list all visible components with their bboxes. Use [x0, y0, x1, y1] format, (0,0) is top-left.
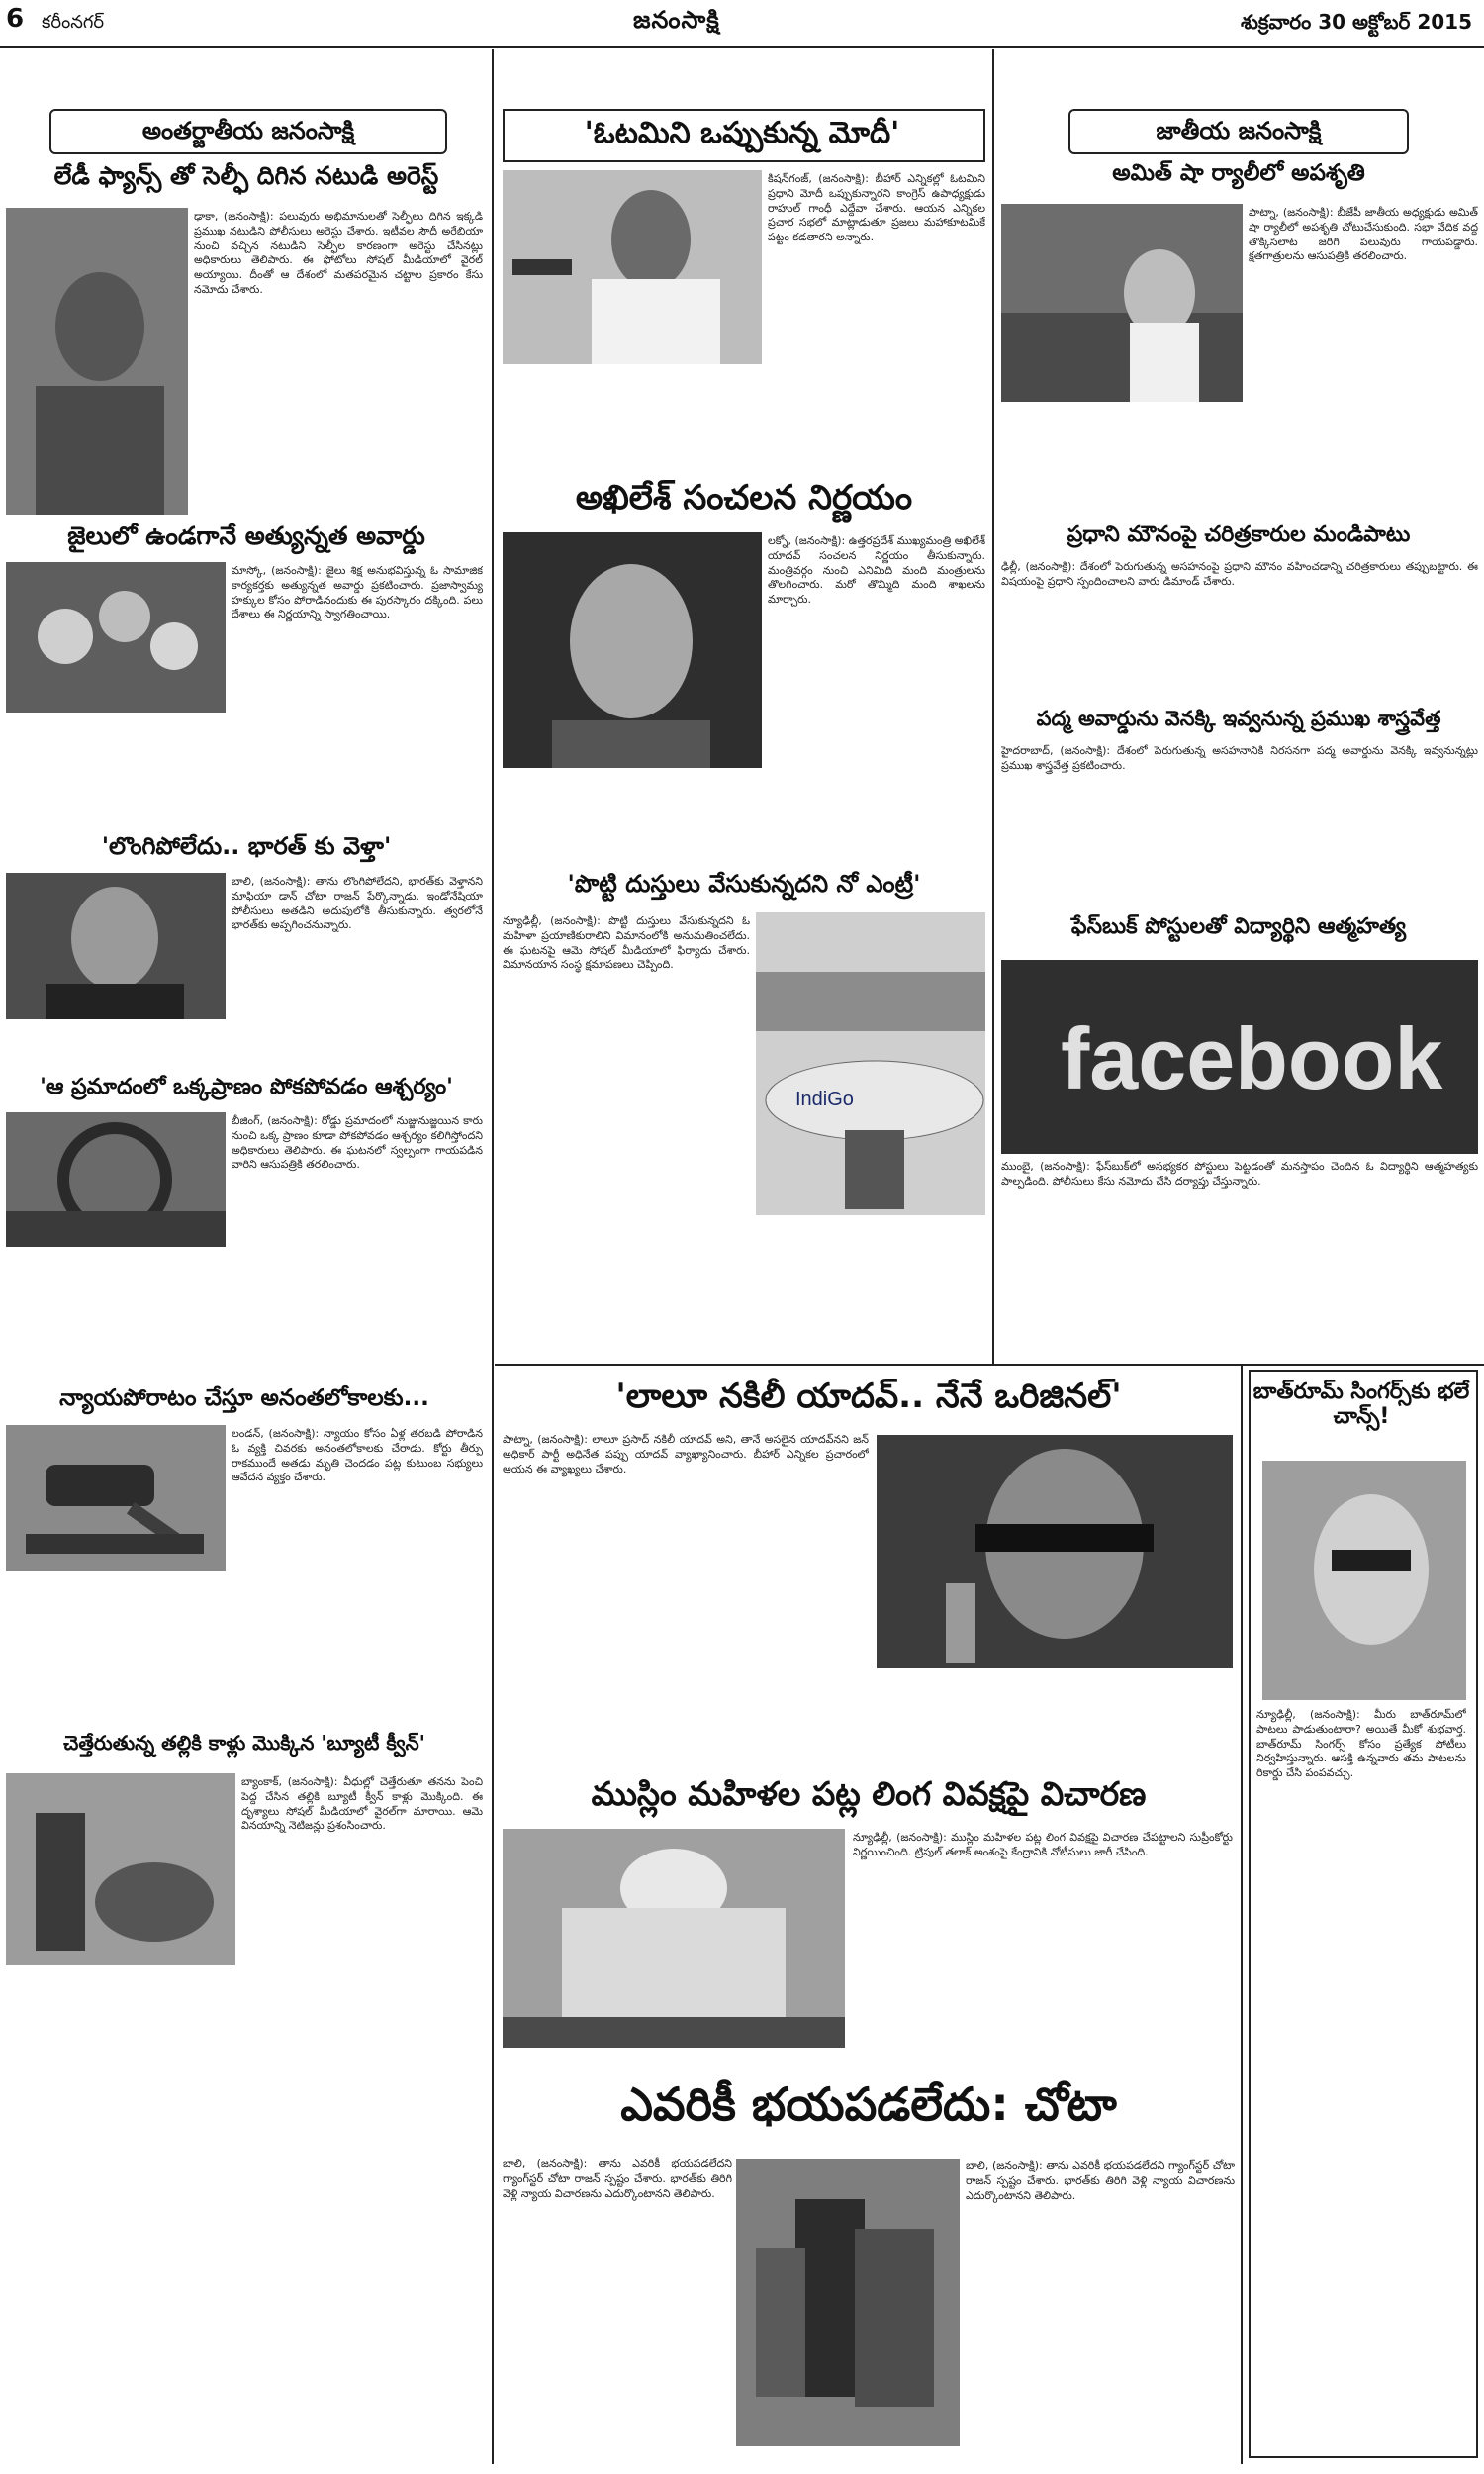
edition-name: కరీంనగర్ [42, 12, 104, 33]
story-chhota-no-fear: బాలి, (జనంసాక్షి): తాను ఎవరికీ భయపడలేదని గ్యాంగ్‌స్టర్‌ చోటా రాజన్‌ స్పష్టం చేశారు. భారత్‌కు తిరిగి వెళ్లి న్యాయ విచారణను ఎదుర్కొంటానని తెలిపారు. [503, 2157, 732, 2200]
photo-rahul-gandhi [503, 170, 762, 364]
facebook-logo-text: facebook [1061, 1009, 1443, 1107]
photo-indigo-plane [756, 912, 985, 1215]
photo-car-wreck [6, 1112, 226, 1247]
headline-chhota-no-fear[interactable]: ఎవరికీ భయపడలేదు: చోటా [620, 2077, 1117, 2131]
story-modi-defeat: కిషన్‌గంజ్‌, (జనంసాక్షి): బీహార్‌ ఎన్నికల్లో ఓటమిని ప్రధాని మోదీ ఒప్పుకున్నారని కాంగ్రెస్‌ ఉపాధ్యక్షుడు రాహుల్‌ గాంధీ ఎద్దేవా చేశారు. ఆయన ఎన్నికల ప్రచార సభలో మాట్లాడుతూ ప్రజలు మహాకూటమికే పట్టం కడతారని అన్నారు. [768, 172, 985, 244]
headline-short-dress[interactable]: 'పొట్టి దుస్తులు వేసుకున్నదని నో ఎంట్రీ' [567, 870, 921, 898]
story-justice-fight: లండన్‌, (జనంసాక్షి): న్యాయం కోసం ఏళ్ల తరబడి పోరాడిన ఓ వ్యక్తి చివరకు అనంతలోకాలకు చేరాడు. కోర్టు తీర్పు రాకముందే అతడు మృతి చెందడం పట్ల కుటుంబ సభ్యులు ఆవేదన వ్యక్తం చేశారు. [232, 1427, 483, 1484]
story-facebook-suicide: ముంబై, (జనంసాక్షి): ఫేస్‌బుక్‌లో అసభ్యకర పోస్టులు పెట్టడంతో మనస్తాపం చెందిన ఓ విద్యార్థిని ఆత్మహత్యకు పాల్పడింది. పోలీసులు కేసు నమోదు చేసి దర్యాప్తు చేస్తున్నారు. [1001, 1160, 1478, 1188]
story-historians: ఢిల్లీ, (జనంసాక్షి): దేశంలో పెరుగుతున్న అసహనంపై ప్రధాని మౌనం వహించడాన్ని చరిత్రకారులు తప్పుబట్టారు. ఈ విషయంపై ప్రధాని స్పందించాలని వారు డిమాండ్‌ చేశారు. [1001, 560, 1478, 588]
headline-accident[interactable]: 'ఆ ప్రమాదంలో ఒక్కప్రాణం పోకపోవడం ఆశ్చర్యం' [40, 1075, 453, 1099]
issue-date: శుక్రవారం 30 అక్టోబర్ 2015 [1240, 10, 1472, 34]
headline-muslim-women[interactable]: ముస్లిం మహిళల పట్ల లింగ వివక్షపై విచారణ [591, 1774, 1147, 1813]
headline-bathroom-singers[interactable]: బాత్‌రూమ్‌ సింగర్స్‌కు భలే చాన్స్‌! [1252, 1380, 1470, 1430]
headline-akhilesh[interactable]: అఖిలేశ్‌ సంచలన నిర్ణయం [575, 478, 913, 518]
headline-beauty-queen[interactable]: చెత్తేరుతున్న తల్లికి కాళ్లు మొక్కిన 'బ్యూటీ క్వీన్‌' [63, 1731, 425, 1755]
headline-actor-arrest[interactable]: లేడీ ఫ్యాన్స్‌ తో సెల్ఫీ దిగిన నటుడి అరెస్ట్‌ [53, 161, 439, 190]
photo-actor-selfie [6, 208, 188, 515]
headline-justice-fight[interactable]: న్యాయపోరాటం చేస్తూ అనంతలోకాలకు... [59, 1385, 429, 1411]
headline-padma-award[interactable]: పద్మ అవార్డును వెనక్కి ఇవ్వనున్న ప్రముఖ శాస్త్రవేత్త [1036, 707, 1441, 730]
photo-akhilesh [503, 532, 762, 768]
photo-facebook-logo [1001, 960, 1478, 1154]
column-divider [492, 49, 494, 2464]
story-bathroom-singers: న్యూఢిల్లీ, (జనంసాక్షి): మీరు బాత్‌రూమ్‌లో పాటలు పాడుతుంటారా? అయితే మీకో శుభవార్త. బాత్‌రూమ్‌ సింగర్స్‌ కోసం ప్రత్యేక పోటీలు నిర్వహిస్తున్నారు. ఆసక్తి ఉన్నవారు తమ పాటలను రికార్డు చేసి పంపవచ్చు. [1256, 1708, 1466, 1780]
column-divider [992, 49, 994, 1366]
newspaper-logo: జనంసాక్షి [633, 6, 720, 34]
story-short-dress: న్యూఢిల్లీ, (జనంసాక్షి): పొట్టి దుస్తులు వేసుకున్నదని ఓ మహిళా ప్రయాణికురాలిని విమానంలోకి అనుమతించలేదు. ఈ ఘటనపై ఆమె సోషల్‌ మీడియాలో ఫిర్యాదు చేశారు. విమానయాన సంస్థ క్షమాపణలు చెప్పింది. [503, 914, 750, 972]
headline-jail-award[interactable]: జైలులో ఉండగానే అత్యున్నత అవార్డు [67, 522, 425, 550]
section-national: జాతీయ జనంసాక్షి [1068, 109, 1409, 154]
photo-chhota-rajan [6, 873, 226, 1019]
story-accident: బీజింగ్‌, (జనంసాక్షి): రోడ్డు ప్రమాదంలో నుజ్జునుజ్జయిన కారు నుంచి ఒక్క ప్రాణం కూడా పోకపోవడం ఆశ్చర్యం కలిగిస్తోందని అధికారులు తెలిపారు. ఈ ఘటనలో స్వల్పంగా గాయపడిన వారిని ఆసుపత్రికి తరలించారు. [232, 1114, 483, 1172]
photo-family [6, 562, 226, 713]
headline-amit-shah[interactable]: అమిత్‌ షా ర్యాలీలో అపశృతి [1112, 160, 1365, 186]
section-international: అంతర్జాతీయ జనంసాక్షి [49, 109, 447, 154]
airline-logo-text: IndiGo [795, 1089, 854, 1110]
masthead [0, 0, 1484, 48]
story-akhilesh: లక్నో, (జనంసాక్షి): ఉత్తరప్రదేశ్‌ ముఖ్యమంత్రి అఖిలేశ్‌ యాదవ్‌ సంచలన నిర్ణయం తీసుకున్నారు. మంత్రివర్గం నుంచి ఎనిమిది మంది మంత్రులను తొలగించారు. మరో తొమ్మిది మంది శాఖలను మార్చారు. [768, 534, 985, 607]
photo-amit-shah-rally [1001, 204, 1243, 402]
story-muslim-women: న్యూఢిల్లీ, (జనంసాక్షి): ముస్లిం మహిళల పట్ల లింగ వివక్షపై విచారణ చేపట్టాలని సుప్రీంకోర్టు నిర్ణయించింది. ట్రిపుల్‌ తలాక్‌ అంశంపై కేంద్రానికి నోటీసులు జారీ చేసింది. [853, 1831, 1233, 1858]
photo-supreme-court [503, 1829, 845, 2048]
photo-gavel [6, 1425, 226, 1571]
headline-facebook-suicide[interactable]: ఫేస్‌బుక్‌ పోస్టులతో విద్యార్థిని ఆత్మహత్య [1070, 914, 1407, 939]
photo-shower-woman [1262, 1461, 1466, 1700]
headline-lalu-fake[interactable]: 'లాలూ నకిలీ యాదవ్‌.. నేనే ఒరిజినల్‌' [615, 1377, 1122, 1416]
page-number: 6 [6, 4, 25, 34]
story-lalu-fake: పాట్నా, (జనంసాక్షి): లాలూ ప్రసాద్‌ నకిలీ యాదవ్‌ అని, తానే అసలైన యాదవ్‌నని జన్‌ అధికార్‌ పార్టీ అధినేత పప్పు యాదవ్‌ వ్యాఖ్యానించారు. బీహార్‌ ఎన్నికల ప్రచారంలో ఆయన ఈ వ్యాఖ్యలు చేశారు. [503, 1433, 869, 1475]
column-divider [1241, 1366, 1243, 2464]
story-amit-shah: పాట్నా, (జనంసాక్షి): బీజేపీ జాతీయ అధ్యక్షుడు అమిత్‌ షా ర్యాలీలో అపశృతి చోటుచేసుకుంది. సభా వేదిక వద్ద తొక్కిసలాట జరిగి పలువురు గాయపడ్డారు. క్షతగాత్రులను ఆసుపత్రికి తరలించారు. [1249, 206, 1478, 263]
story-padma-award: హైదరాబాద్‌, (జనంసాక్షి): దేశంలో పెరుగుతున్న అసహనానికి నిరసనగా పద్మ అవార్డును వెనక్కి ఇవ్వనున్నట్లు ప్రముఖ శాస్త్రవేత్త ప్రకటించారు. [1001, 744, 1478, 772]
headline-chhota-bharat[interactable]: 'లొంగిపోలేదు.. భారత్‌ కు వెళ్తా' [101, 832, 392, 860]
headline-historians[interactable]: ప్రధాని మౌనంపై చరిత్రకారుల మండిపాటు [1067, 523, 1411, 547]
story-actor-arrest: ఢాకా, (జనంసాక్షి): పలువురు అభిమానులతో సెల్ఫీలు దిగిన ఇక్కడి ప్రముఖ నటుడిని పోలీసులు అరెస్టు చేశారు. ఇటీవల సౌదీ అరేబియా నుంచి వచ్చిన నటుడిని సెల్ఫీల కారణంగా అరెస్టు చేసినట్లు అధికారులు తెలిపారు. ఈ ఫోటోలు సోషల్‌ మీడియాలో వైరల్‌ అయ్యాయి. దీంతో ఆ దేశంలో మతపరమైన చట్టాల ప్రకారం కేసు నమోదు చేశారు. [194, 210, 483, 296]
photo-pappu-yadav [877, 1435, 1233, 1668]
photo-chhota-arrest [736, 2159, 960, 2446]
story-chhota-no-fear-cont: బాలి, (జనంసాక్షి): తాను ఎవరికీ భయపడలేదని గ్యాంగ్‌స్టర్‌ చోటా రాజన్‌ స్పష్టం చేశారు. భారత్‌కు తిరిగి వెళ్లి న్యాయ విచారణను ఎదుర్కొంటానని తెలిపారు. [966, 2159, 1235, 2202]
photo-beauty-queen [6, 1773, 235, 1965]
story-chhota-bharat: బాలి, (జనంసాక్షి): తాను లొంగిపోలేదని, భారత్‌కు వెళ్తానని మాఫియా డాన్‌ చోటా రాజన్‌ పేర్కొన్నాడు. ఇండోనేషియా పోలీసులు అతడిని అదుపులోకి తీసుకున్నారు. త్వరలోనే భారత్‌కు అప్పగించనున్నారు. [232, 875, 483, 932]
story-beauty-queen: బ్యాంకాక్‌, (జనంసాక్షి): వీధుల్లో చెత్తేరుతూ తనను పెంచి పెద్ద చేసిన తల్లికి బ్యూటీ క్వీన్‌ కాళ్లు మొక్కింది. ఈ దృశ్యాలు సోషల్‌ మీడియాలో వైరల్‌గా మారాయి. ఆమె వినయాన్ని నెటిజన్లు ప్రశంసించారు. [241, 1775, 483, 1833]
section-divider [495, 1364, 1484, 1366]
story-jail-award: మాస్కో, (జనంసాక్షి): జైలు శిక్ష అనుభవిస్తున్న ఓ సామాజిక కార్యకర్తకు అత్యున్నత అవార్డు ప్రకటించారు. ప్రజాస్వామ్య హక్కుల కోసం పోరాడినందుకు ఈ పురస్కారం దక్కింది. పలు దేశాలు ఈ నిర్ణయాన్ని స్వాగతించాయి. [232, 564, 483, 621]
headline-modi-defeat[interactable]: 'ఓటమిని ఒప్పుకున్న మోదీ' [584, 116, 900, 150]
